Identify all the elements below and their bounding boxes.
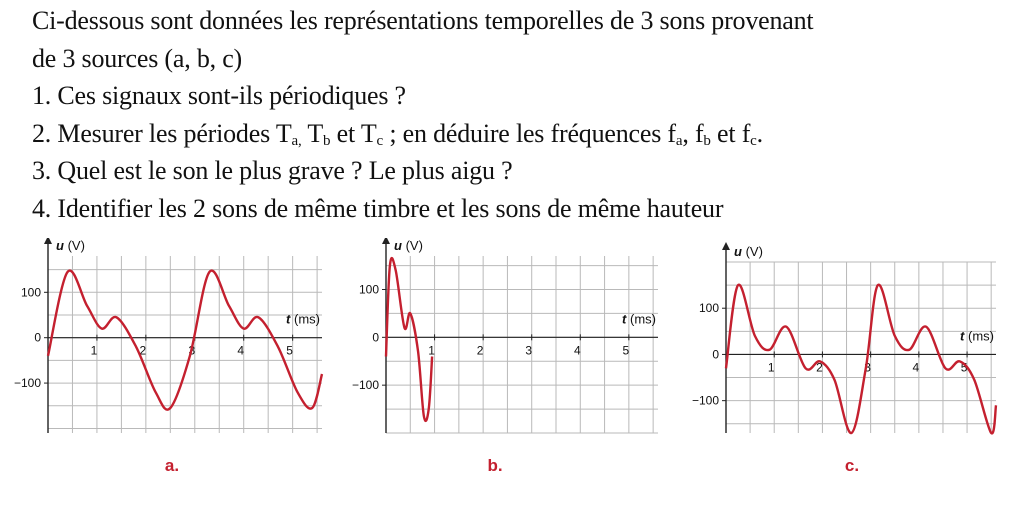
y-axis-arrow [382,238,390,244]
y-tick-label: 0 [34,330,41,345]
waveform-curve [48,271,322,410]
y-tick-label: −100 [691,393,719,408]
x-tick-label: 3 [525,343,533,358]
x-tick-label: 3 [188,343,196,358]
x-tick-label: 3 [864,360,871,375]
x-tick-label: 5 [286,343,293,358]
y-axis-arrow [44,238,52,244]
subscript: b [323,132,331,149]
y-tick-label: 100 [698,301,719,316]
chart-caption: c. [844,456,860,475]
chart-a [14,238,322,475]
text-run: 2. Mesurer les périodes T [32,118,292,148]
question-1 [32,77,1017,115]
subscript: b [703,132,711,149]
subscript: a, [291,132,302,149]
subscript: c [750,132,757,149]
text-run: ; en déduire les fréquences f [383,118,676,148]
y-tick-label: 0 [712,347,719,362]
x-tick-label: 5 [622,343,630,358]
exercise-text [32,2,1017,227]
text-run: de 3 sources (a, b, c) [32,43,243,73]
text-run: et T [330,118,377,148]
question-3 [32,152,1017,190]
x-tick-label: 2 [476,343,484,358]
x-tick-label: 1 [90,343,98,358]
x-axis-label: t (ms) [960,328,994,344]
text-run: et f [710,118,751,148]
x-tick-label: 5 [960,360,968,375]
text-run: 3. Quel est le son le plus grave ? Le plus aigu ? [32,156,513,185]
line-intro-1 [32,2,1017,40]
x-axis-label: t (ms) [286,311,320,327]
subscript: c [376,132,384,149]
y-axis-arrow [722,242,730,250]
x-tick-label: 2 [816,360,823,375]
line-intro-2 [32,40,1017,78]
x-tick-label: 4 [237,343,245,358]
x-tick-label: 4 [912,360,920,375]
y-tick-label: 0 [372,330,379,345]
text-run: 1. Ces signaux sont-ils périodiques ? [32,81,406,110]
chart-c [692,242,996,475]
x-tick-label: 4 [573,343,581,358]
text-run: Ci-dessous sont données les représentations temporelles de 3 sons provenant [32,6,814,35]
y-tick-label: 100 [20,285,41,300]
chart-caption: a. [164,456,180,475]
waveform-curve [726,285,996,434]
y-axis-label: u (V) [734,244,763,259]
question-2 [32,115,1017,153]
x-tick-label: 1 [428,343,435,358]
x-tick-label: 2 [139,343,147,358]
x-axis-label: t (ms) [622,311,656,327]
y-tick-label: −100 [351,378,379,393]
chart-b [352,238,658,475]
charts-area [0,238,1022,511]
y-tick-label: 100 [358,282,379,297]
chart-caption: b. [487,456,503,475]
question-4 [32,190,1017,228]
y-tick-label: −100 [13,376,41,391]
text-run: . [756,118,763,148]
x-tick-label: 1 [767,360,775,375]
text-run: T [301,118,324,148]
text-run: 4. Identifier les 2 sons de même timbre et les sons de même hauteur [32,193,724,223]
y-axis-label: u (V) [394,238,423,253]
y-axis-label: u (V) [56,238,85,253]
text-run: , f [682,118,704,148]
waveform-curve [386,258,432,421]
subscript: a [675,132,683,149]
waveform-figures [0,238,1022,511]
